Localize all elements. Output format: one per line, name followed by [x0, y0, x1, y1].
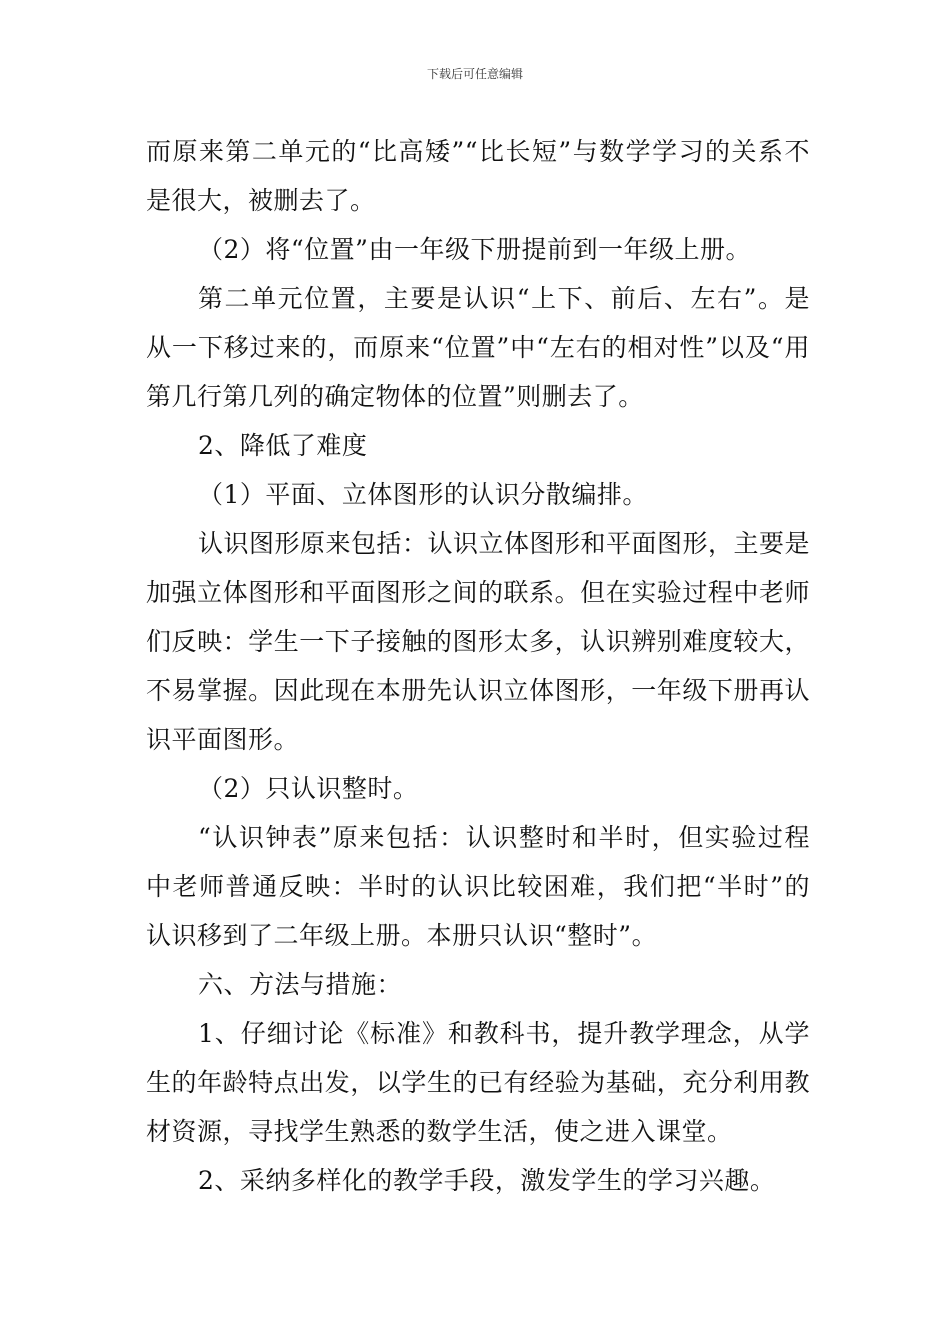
- paragraph-9: 六、方法与措施：: [198, 970, 403, 999]
- paragraph-6: 认识图形原来包括：认识立体图形和平面图形，主要是加强立体图形和平面图形之间的联系。但在实验过程中老师们反映：学生一下子接触的图形太多，认识辨别难度较大，不易掌握。因此现在本册先认识立体图形，一年级下册再认识平面图形。: [146, 529, 811, 754]
- paragraph-5: （1）平面、立体图形的认识分散编排。: [198, 480, 648, 509]
- page-header: 下载后可任意编辑: [426, 67, 523, 81]
- paragraph-10: 1、仔细讨论《标准》和教科书，提升教学理念，从学生的年龄特点出发，以学生的已有经验为基础，充分利用教材资源，寻找学生熟悉的数学生活，使之进入课堂。: [146, 1019, 810, 1146]
- paragraph-8: “认识钟表”原来包括：认识整时和半时，但实验过程中老师普通反映：半时的认识比较困难，我们把“半时”的认识移到了二年级上册。本册只认识“整时”。: [146, 823, 810, 950]
- paragraph-7: （2）只认识整时。: [198, 774, 419, 803]
- paragraph-2: （2）将“位置”由一年级下册提前到一年级上册。: [198, 235, 751, 264]
- document-body: [146, 127, 810, 1205]
- paragraph-4: 2、降低了难度: [198, 431, 368, 460]
- paragraph-11: 2、采纳多样化的教学手段，激发学生的学习兴趣。: [198, 1166, 776, 1195]
- paragraph-3: 第二单元位置，主要是认识“上下、前后、左右”。是从一下移过来的，而原来“位置”中“左右的相对性”以及“用第几行第几列的确定物体的位置”则删去了。: [146, 284, 810, 411]
- paragraph-1: 而原来第二单元的“比高矮”“比长短”与数学学习的关系不是很大，被删去了。: [146, 137, 810, 215]
